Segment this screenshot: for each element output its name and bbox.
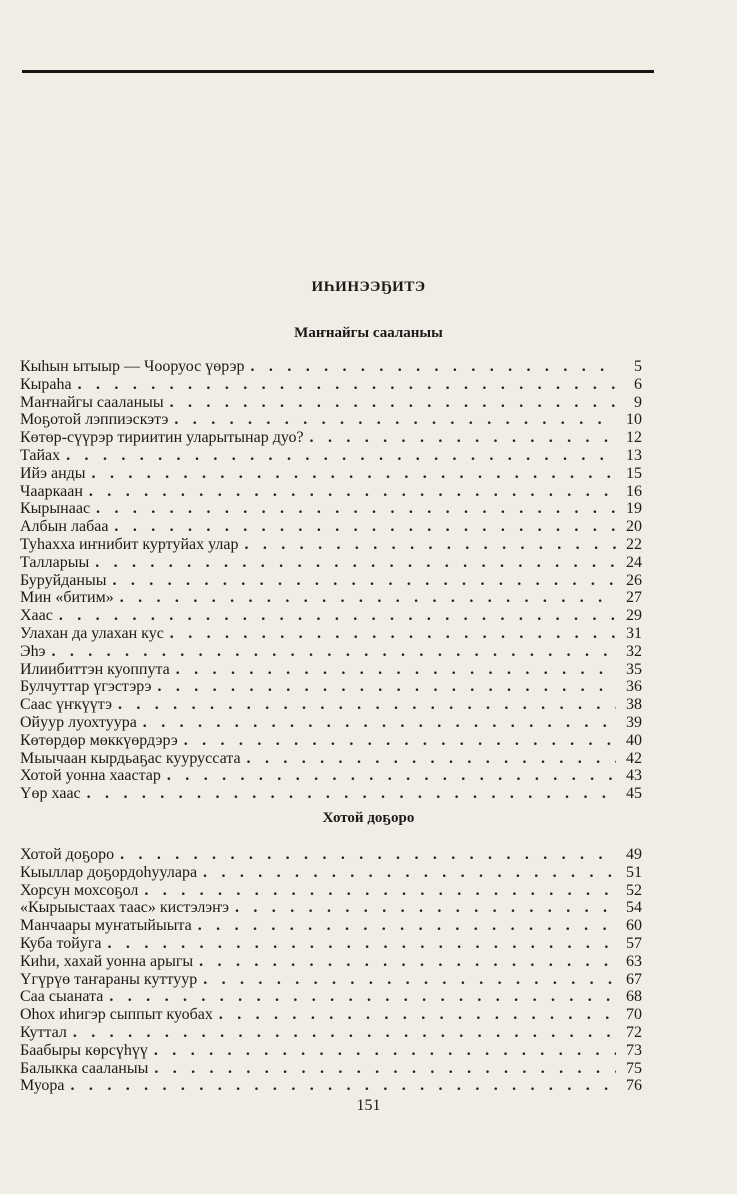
toc-entry: [20, 1077, 642, 1095]
toc-entry: [20, 953, 642, 971]
toc-entry-title: Хаас: [20, 607, 53, 625]
dot-leader: [96, 500, 616, 518]
toc-entry-page: 32: [626, 642, 642, 660]
toc-entry-page: 51: [626, 863, 642, 881]
toc-entry-page: 40: [626, 731, 642, 749]
toc-entry-page: 52: [626, 881, 642, 899]
toc-list-section-1: [20, 358, 642, 803]
toc-entry: [20, 394, 642, 412]
toc-entry-page: 10: [626, 411, 642, 429]
toc-entry-page: 13: [626, 446, 642, 464]
toc-entry-title: Хотой доҕоро: [20, 846, 115, 863]
toc-entry-title: Манчаары муҥатыйыыта: [20, 917, 192, 935]
toc-entry-page: 39: [626, 713, 642, 731]
toc-entry: [20, 971, 642, 989]
toc-entry: [20, 767, 642, 785]
toc-entry: [20, 536, 642, 554]
dot-leader: [59, 607, 616, 625]
dot-leader: [198, 917, 616, 935]
toc-entry-title: Үгүрүө таҥараны куттуур: [20, 970, 198, 988]
toc-entry-page: 20: [626, 518, 642, 536]
dot-leader: [92, 465, 616, 483]
toc-entry-page: 38: [626, 696, 642, 714]
toc-entry: [20, 358, 642, 376]
toc-entry-title: Мыычаан кырдьаҕас кууруссата: [20, 749, 241, 767]
toc-entry-title: Баабыры көрсүһүү: [20, 1041, 148, 1059]
dot-leader: [66, 447, 616, 465]
toc-entry-title: Илиибиттэн куоппута: [20, 660, 170, 678]
dot-leader: [203, 864, 616, 882]
toc-entry-title: Көтөр-сүүрэр тириитин уларытынар дуо?: [20, 429, 304, 447]
toc-entry-title: Оһох иһигэр сыппыт куобах: [20, 1006, 213, 1024]
dot-leader: [167, 767, 616, 785]
toc-entry-page: 67: [626, 970, 642, 988]
dot-leader: [87, 785, 616, 803]
toc-entry: [20, 714, 642, 732]
toc-entry: [20, 917, 642, 935]
toc-entry: [20, 899, 642, 917]
toc-entry-title: Чааркаан: [20, 482, 83, 500]
dot-leader: [244, 536, 616, 554]
toc-entry-title: Куттал: [20, 1023, 67, 1041]
dot-leader: [120, 846, 616, 864]
toc-entry-page: 43: [626, 767, 642, 785]
toc-entry-title: Буруйданыы: [20, 571, 107, 589]
toc-entry: [20, 882, 642, 900]
toc-entry-title: Кыыллар доҕордоһуулара: [20, 863, 198, 881]
toc-entry-title: Маҥнайгы сааланыы: [20, 393, 164, 411]
toc-entry: [20, 785, 642, 803]
toc-entry-page: 9: [634, 393, 642, 411]
toc-entry: [20, 864, 642, 882]
dot-leader: [108, 935, 616, 953]
toc-entry-title: Балыкка сааланыы: [20, 1059, 149, 1077]
dot-leader: [78, 376, 616, 394]
toc-entry-page: 19: [626, 500, 642, 518]
dot-leader: [174, 411, 616, 429]
toc-entry: [20, 554, 642, 572]
toc-entry-page: 54: [626, 899, 642, 917]
toc-entry-page: 76: [626, 1077, 642, 1095]
section-heading-2: Хотой доҕоро: [322, 810, 415, 826]
toc-entry-title: Хорсун мохсоҕол: [20, 881, 139, 899]
toc-entry-page: 6: [634, 375, 642, 393]
dot-leader: [118, 696, 616, 714]
toc-entry: [20, 500, 642, 518]
dot-leader: [109, 988, 616, 1006]
toc-entry: [20, 447, 642, 465]
toc-entry-title: Мин «битим»: [20, 589, 114, 607]
toc-entry-title: Кырынаас: [20, 500, 91, 518]
toc-entry-page: 29: [626, 607, 642, 625]
dot-leader: [170, 394, 616, 412]
toc-entry-page: 75: [626, 1059, 642, 1077]
toc-entry-title: Туһахха иҥнибит куртуйах улар: [20, 535, 239, 553]
toc-entry-page: 36: [626, 678, 642, 696]
toc-entry-title: Улахан да улахан кус: [20, 624, 164, 642]
dot-leader: [199, 953, 616, 971]
toc-entry-title: Үөр хаас: [20, 785, 81, 803]
toc-entry-title: Киһи, хахай уонна арыгы: [20, 952, 194, 970]
toc-entry-title: Кыһын ытыыр — Чооруос үөрэр: [20, 358, 245, 375]
toc-entry: [20, 732, 642, 750]
toc-entry-title: Моҕотой лэппиэскэтэ: [20, 411, 169, 429]
dot-leader: [219, 1006, 616, 1024]
toc-entry-page: 12: [626, 429, 642, 447]
toc-entry-page: 31: [626, 624, 642, 642]
toc-entry-title: Талларыы: [20, 553, 90, 571]
toc-entry-title: Саа сыаната: [20, 988, 104, 1006]
toc-entry: [20, 465, 642, 483]
toc-entry: [20, 678, 642, 696]
dot-leader: [51, 643, 616, 661]
dot-leader: [157, 678, 616, 696]
toc-entry-title: Куба тойуга: [20, 934, 102, 952]
toc-entry: [20, 1042, 642, 1060]
dot-leader: [247, 750, 616, 768]
toc-entry: [20, 518, 642, 536]
toc-entry: [20, 696, 642, 714]
toc-entry-page: 5: [634, 358, 642, 375]
section-heading-1: Маҥнайгы сааланыы: [294, 325, 443, 341]
dot-leader: [71, 1077, 616, 1095]
toc-entry-page: 35: [626, 660, 642, 678]
toc-entry: [20, 572, 642, 590]
toc-entry: [20, 376, 642, 394]
toc-entry: [20, 750, 642, 768]
toc-entry-title: Көтөрдөр мөккүөрдэрэ: [20, 731, 178, 749]
toc-entry-page: 72: [626, 1023, 642, 1041]
dot-leader: [235, 899, 616, 917]
toc-entry-page: 27: [626, 589, 642, 607]
toc-entry: [20, 935, 642, 953]
dot-leader: [95, 554, 616, 572]
dot-leader: [310, 429, 616, 447]
dot-leader: [154, 1060, 616, 1078]
toc-entry-page: 70: [626, 1006, 642, 1024]
toc-entry: [20, 988, 642, 1006]
toc-entry-title: Албын лабаа: [20, 518, 109, 536]
toc-entry-title: Ойуур луохтуура: [20, 713, 137, 731]
toc-entry: [20, 1006, 642, 1024]
toc-entry-page: 24: [626, 553, 642, 571]
toc-list-section-2: [20, 846, 642, 1095]
toc-entry-page: 49: [626, 846, 642, 863]
dot-leader: [251, 358, 616, 376]
toc-entry-page: 45: [626, 785, 642, 803]
toc-entry: [20, 625, 642, 643]
toc-entry: [20, 429, 642, 447]
toc-entry-page: 15: [626, 464, 642, 482]
toc-entry-title: Тайах: [20, 446, 61, 464]
dot-leader: [89, 483, 616, 501]
dot-leader: [154, 1042, 616, 1060]
dot-leader: [170, 625, 616, 643]
toc-entry: [20, 411, 642, 429]
toc-entry: [20, 483, 642, 501]
toc-entry: [20, 846, 642, 864]
toc-entry: [20, 589, 642, 607]
toc-entry: [20, 1060, 642, 1078]
toc-entry: [20, 607, 642, 625]
toc-entry-title: Муора: [20, 1077, 65, 1095]
toc-entry-title: Кыраһа: [20, 375, 72, 393]
dot-leader: [112, 572, 616, 590]
toc-entry-page: 63: [626, 952, 642, 970]
toc-entry-page: 16: [626, 482, 642, 500]
toc-entry-title: Эһэ: [20, 642, 46, 660]
top-rule: [22, 70, 654, 73]
toc-entry-page: 68: [626, 988, 642, 1006]
toc-entry-page: 22: [626, 535, 642, 553]
dot-leader: [73, 1024, 616, 1042]
dot-leader: [143, 714, 616, 732]
toc-entry-title: Хотой уонна хаастар: [20, 767, 161, 785]
dot-leader: [144, 882, 616, 900]
toc-entry: [20, 661, 642, 679]
toc-entry-page: 42: [626, 749, 642, 767]
toc-entry-title: Булчуттар үгэстэрэ: [20, 678, 152, 696]
toc-entry-title: «Кырыыстаах таас» кистэлэҥэ: [20, 899, 229, 917]
toc-entry-page: 73: [626, 1041, 642, 1059]
page-number: 151: [356, 1097, 381, 1114]
toc-entry-page: 60: [626, 917, 642, 935]
toc-entry: [20, 1024, 642, 1042]
dot-leader: [203, 971, 616, 989]
page-title: ИҺИНЭЭҔИТЭ: [311, 279, 426, 295]
dot-leader: [114, 518, 616, 536]
dot-leader: [120, 589, 616, 607]
toc-entry-page: 57: [626, 934, 642, 952]
dot-leader: [184, 732, 616, 750]
toc-entry-title: Ийэ анды: [20, 464, 86, 482]
toc-entry-title: Саас үҥкүүтэ: [20, 696, 112, 714]
toc-entry-page: 26: [626, 571, 642, 589]
dot-leader: [176, 661, 616, 679]
toc-entry: [20, 643, 642, 661]
